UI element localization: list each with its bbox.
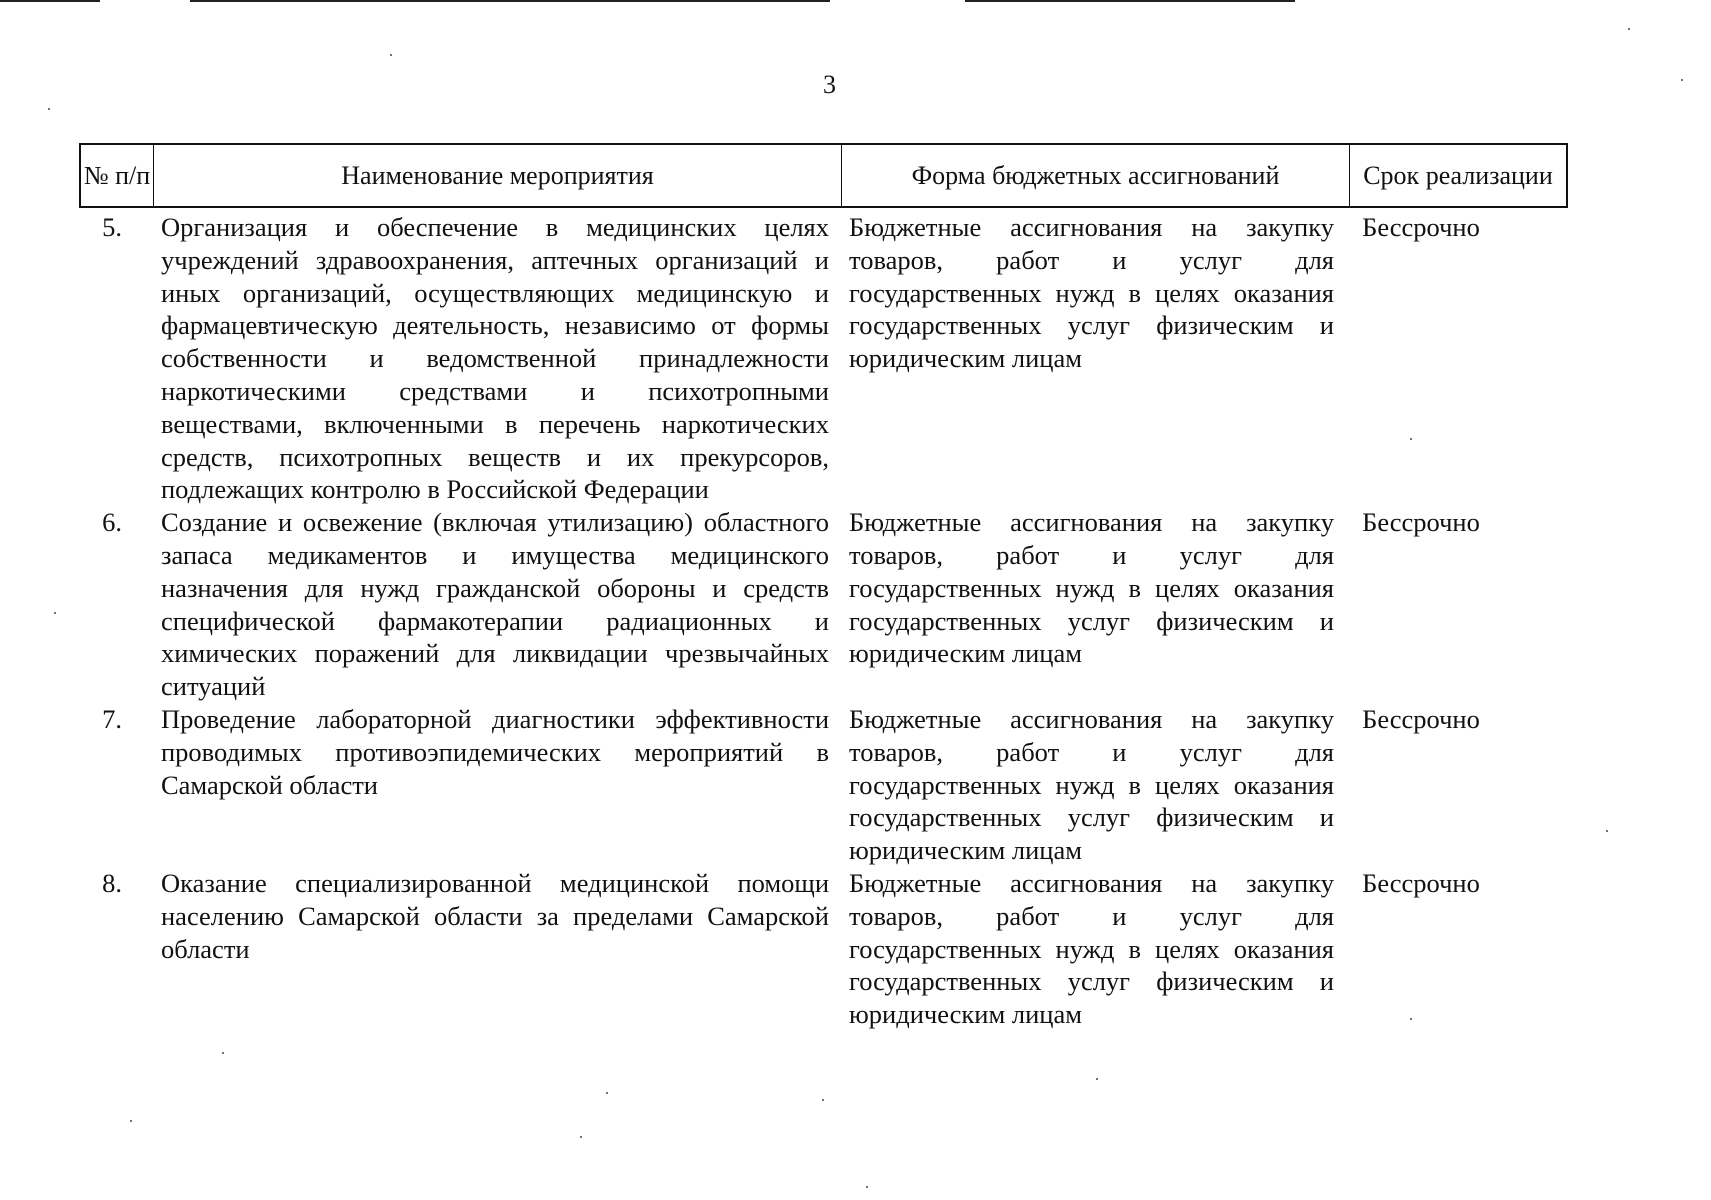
scan-edge-line xyxy=(190,0,830,2)
scan-speck xyxy=(1410,438,1412,440)
scan-speck xyxy=(390,54,392,56)
row-number: 7. xyxy=(102,703,122,734)
scan-speck xyxy=(822,1099,824,1101)
scan-speck xyxy=(1681,79,1683,81)
row-term: Бессрочно xyxy=(1362,703,1480,734)
row-number: 5. xyxy=(102,212,122,242)
row-term: Бессрочно xyxy=(1362,212,1480,242)
row-form: Бюджетные ассигнования на закупку товаров, работ и услуг для государственных нужд в целях оказания государственных услуг физическим и юридическим лицам xyxy=(849,507,1334,669)
row-term: Бессрочно xyxy=(1362,507,1480,538)
row-form: Бюджетные ассигнования на закупку товаров, работ и услуг для государственных нужд в целях оказания государственных услуг физическим и юридическим лицам xyxy=(849,703,1334,866)
table-header xyxy=(79,143,1568,208)
header-number: № п/п xyxy=(83,160,151,190)
scan-speck xyxy=(222,1052,224,1054)
table-row xyxy=(79,703,1568,867)
row-number: 8. xyxy=(102,867,122,898)
scan-edge-line xyxy=(965,0,1295,2)
table-row xyxy=(79,867,1568,1031)
scan-speck xyxy=(1606,830,1608,832)
scan-speck xyxy=(54,612,56,614)
table-row xyxy=(79,506,1568,703)
header-name: Наименование мероприятия xyxy=(153,145,841,206)
scan-speck xyxy=(606,1092,608,1094)
row-term: Бессрочно xyxy=(1362,867,1480,898)
scan-speck xyxy=(1410,1018,1412,1020)
row-name: Проведение лабораторной диагностики эффективности проводимых противоэпидемических мероприятий в Самарской области xyxy=(161,703,829,800)
scan-speck xyxy=(866,1186,868,1188)
header-form: Форма бюджетных ассигнований xyxy=(841,145,1349,206)
row-form: Бюджетные ассигнования на закупку товаров, работ и услуг для государственных нужд в целях оказания государственных услуг физическим и юридическим лицам xyxy=(849,212,1334,374)
row-name: Организация и обеспечение в медицинских целях учреждений здравоохранения, аптечных организаций и иных организаций, осуществляющих медицинскую и фармацевтическую деятельность, независимо от формы собственности и ведомственной принадлежности наркотическими средствами и психотропными веществами, включенными в перечень наркотических средств, психотропных веществ и их прекурсоров, подлежащих контролю в Российской Федерации xyxy=(161,212,829,505)
row-number: 6. xyxy=(102,507,122,538)
scan-speck xyxy=(130,1120,132,1122)
table-body xyxy=(79,211,1568,1031)
row-name: Создание и освежение (включая утилизацию) областного запаса медикаментов и имущества медицинского назначения для нужд гражданской обороны и средств специфической фармакотерапии радиационных и химических поражений для ликвидации чрезвычайных ситуаций xyxy=(161,507,829,702)
row-form: Бюджетные ассигнования на закупку товаров, работ и услуг для государственных нужд в целях оказания государственных услуг физическим и юридическим лицам xyxy=(849,867,1334,1030)
header-term: Срок реализации xyxy=(1349,145,1566,206)
page-number: 3 xyxy=(823,70,836,99)
scan-speck xyxy=(580,1136,582,1138)
scan-speck xyxy=(48,108,50,110)
scan-speck xyxy=(1096,1078,1098,1080)
scan-speck xyxy=(1628,28,1630,30)
row-name: Оказание специализированной медицинской помощи населению Самарской области за пределами Самарской области xyxy=(161,867,829,964)
scan-edge-line xyxy=(0,0,100,2)
table-row xyxy=(79,211,1568,506)
